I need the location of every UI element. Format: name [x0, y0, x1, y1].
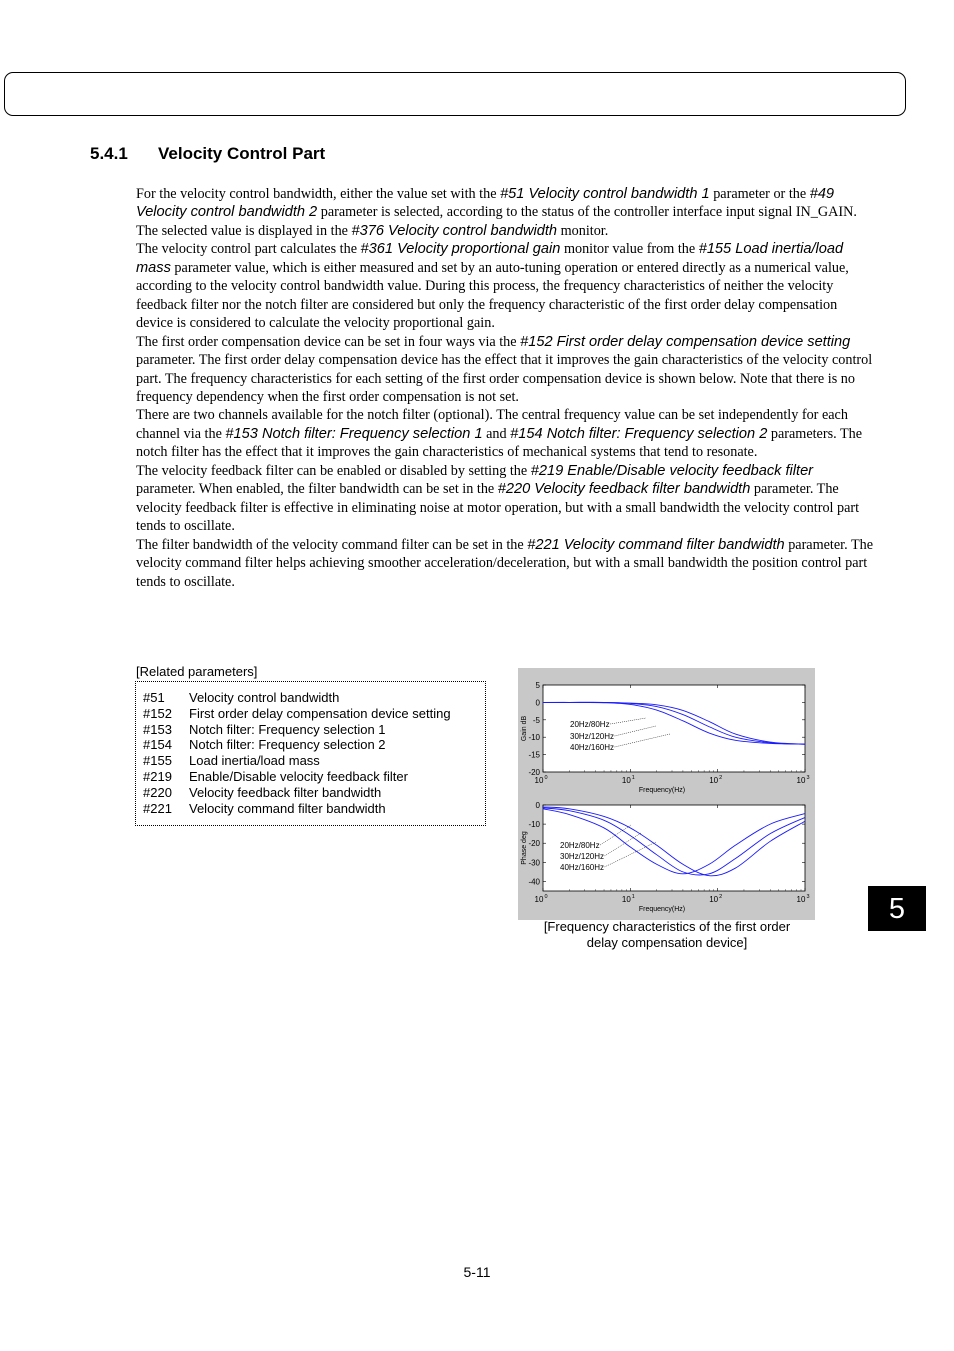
- x-tick-exponent: 2: [719, 894, 723, 900]
- body-paragraph: [136, 185, 876, 240]
- related-parameter-row: [136, 690, 485, 706]
- x-tick-label: 10: [796, 895, 806, 904]
- page-number: 5-11: [463, 1264, 491, 1280]
- y-tick-label: -15: [528, 750, 540, 760]
- x-tick-exponent: 0: [544, 775, 548, 781]
- related-parameter-row: [136, 753, 485, 769]
- figure-caption-line-1: [Frequency characteristics of the first order: [543, 919, 791, 934]
- related-parameter-row: [136, 769, 485, 785]
- body-paragraph: [136, 406, 876, 461]
- x-axis-label: Frequency(Hz): [638, 906, 686, 913]
- paragraph-text: parameter. The velocity command filter helps achieving smoother acceleration/deceleration, but with a small bandwidth the position control part tends to oscillate.: [136, 536, 874, 590]
- header-box: [4, 72, 906, 116]
- figure-caption-line-2: delay compensation device]: [586, 934, 748, 950]
- parameter-reference: #154 Notch filter: Frequency selection 2: [510, 425, 768, 442]
- parameter-reference: #220 Velocity feedback filter bandwidth: [497, 481, 751, 498]
- parameter-reference: #49 Velocity control bandwidth 2: [136, 186, 835, 221]
- y-axis-label: Phase deg: [521, 831, 528, 865]
- series-annotation: 20Hz/80Hz: [570, 720, 610, 729]
- paragraph-text: There are two channels available for the notch filter (optional). The central frequency value can be set independently for each channel via the: [136, 407, 848, 442]
- paragraph-text: The velocity feedback filter can be enabled or disabled by setting the: [136, 462, 531, 479]
- parameter-id: #152: [143, 705, 172, 721]
- paragraph-text: parameter. When enabled, the filter bandwidth can be set in the: [136, 481, 498, 498]
- parameter-reference: #221 Velocity command filter bandwidth: [527, 536, 785, 553]
- body-paragraph: [136, 240, 876, 332]
- paragraph-text: The filter bandwidth of the velocity command filter can be set in the: [136, 536, 528, 553]
- paragraph-text: parameter. The first order delay compensation device has the effect that it improves the gain characteristics of the velocity control part. The frequency characteristics for each setting of the first order compensation device is shown below. Note that there is no frequency dependency when the first order compensation is not set.: [136, 352, 873, 405]
- y-tick-label: -10: [528, 820, 540, 830]
- body-paragraph: [136, 333, 876, 407]
- parameter-id: #51: [143, 690, 165, 705]
- paragraph-text: The velocity control part calculates the: [136, 241, 361, 258]
- parameter-id: #220: [143, 784, 172, 800]
- parameter-reference: #361 Velocity proportional gain: [360, 241, 561, 258]
- x-tick-label: 10: [621, 776, 631, 785]
- parameter-name: Notch filter: Frequency selection 1: [189, 721, 386, 737]
- parameter-reference: #219 Enable/Disable velocity feedback filter: [530, 462, 814, 479]
- x-tick-label: 10: [709, 776, 719, 785]
- parameter-id: #155: [143, 753, 172, 769]
- x-tick-label: 10: [534, 776, 544, 785]
- parameter-id: #219: [143, 768, 172, 784]
- y-tick-label: -30: [528, 858, 540, 868]
- series-annotation: 30Hz/120Hz: [560, 852, 605, 861]
- body-paragraph: [136, 462, 876, 536]
- series-annotation: 40Hz/160Hz: [560, 863, 605, 872]
- related-parameter-row: [136, 706, 485, 722]
- related-parameter-row: [136, 737, 485, 753]
- parameter-name: Velocity command filter bandwidth: [189, 800, 386, 816]
- y-tick-label: -10: [528, 733, 540, 743]
- parameter-name: Notch filter: Frequency selection 2: [189, 737, 386, 753]
- parameter-reference: #153 Notch filter: Frequency selection 1: [225, 425, 483, 442]
- paragraph-text: and: [482, 425, 511, 442]
- related-parameter-row: [136, 801, 485, 817]
- related-parameter-row: [136, 722, 485, 738]
- paragraph-text: The first order compensation device can be set in four ways via the: [136, 333, 521, 350]
- parameter-reference: #376 Velocity control bandwidth: [351, 222, 558, 239]
- series-annotation: 40Hz/160Hz: [570, 743, 615, 752]
- related-parameters-box: [135, 681, 486, 826]
- series-annotation: 20Hz/80Hz: [560, 841, 600, 850]
- paragraph-text: parameter. The velocity feedback filter is effective in eliminating noise at motor operation, but with a small bandwidth the velocity control part tends to oscillate.: [136, 481, 860, 535]
- related-parameter-row: [136, 785, 485, 801]
- parameter-name: Enable/Disable velocity feedback filter: [189, 768, 408, 784]
- paragraph-text: monitor value from the: [560, 241, 699, 258]
- paragraph-text: parameter or the: [709, 186, 810, 202]
- y-tick-label: 0: [535, 801, 540, 810]
- x-tick-exponent: 3: [806, 894, 810, 900]
- parameter-reference: #152 First order delay compensation device setting: [520, 333, 851, 350]
- chapter-tab: 5: [868, 886, 926, 931]
- parameter-reference: #51 Velocity control bandwidth 1: [500, 186, 710, 202]
- x-axis-label: Frequency(Hz): [638, 787, 686, 794]
- x-tick-exponent: 0: [544, 894, 548, 900]
- body-paragraph: [136, 536, 876, 591]
- paragraph-text: For the velocity control bandwidth, either the value set with the: [136, 186, 501, 202]
- x-tick-label: 10: [621, 895, 631, 904]
- x-tick-label: 10: [534, 895, 544, 904]
- figure-caption: [520, 919, 814, 950]
- body-text: [136, 185, 876, 591]
- x-tick-exponent: 1: [631, 775, 635, 781]
- parameter-reference: #155 Load inertia/load mass: [136, 241, 844, 276]
- related-parameters-title: [Related parameters]: [136, 664, 258, 679]
- x-tick-exponent: 3: [806, 775, 810, 781]
- x-tick-label: 10: [709, 895, 719, 904]
- paragraph-text: parameters. The notch filter has the effect that it improves the gain characteristics of mechanical systems that tend to resonate.: [136, 425, 862, 461]
- parameter-name: First order delay compensation device setting: [189, 705, 451, 721]
- section-number: 5.4.1: [90, 144, 128, 163]
- x-tick-label: 10: [796, 776, 806, 785]
- y-tick-label: 0: [535, 698, 540, 708]
- frequency-characteristics-figure: [518, 668, 815, 920]
- y-axis-label: Gain dB: [521, 715, 528, 742]
- parameter-name: Velocity feedback filter bandwidth: [189, 784, 382, 800]
- series-annotation: 30Hz/120Hz: [570, 732, 615, 741]
- paragraph-text: parameter value, which is either measured and set by an auto-tuning operation or entered directly as a numerical value, according to the velocity control bandwidth value. During this process, the frequency characteristics of neither the velocity feedback filter nor the notch filter are considered but only the frequency characteristic of the first order delay compensation device is considered to calculate the velocity proportional gain.: [136, 259, 849, 332]
- parameter-id: #221: [143, 800, 172, 816]
- y-tick-label: 5: [535, 681, 540, 690]
- parameter-id: #153: [143, 721, 172, 737]
- x-tick-exponent: 2: [719, 775, 723, 781]
- y-tick-label: -5: [532, 715, 540, 725]
- section-heading: [90, 144, 325, 164]
- y-tick-label: -40: [528, 877, 540, 887]
- y-tick-label: -20: [528, 768, 540, 777]
- parameter-name: Load inertia/load mass: [189, 753, 320, 769]
- x-tick-exponent: 1: [631, 894, 635, 900]
- paragraph-text: parameter is selected, according to the status of the controller interface input signal IN_GAIN. The selected value is displayed in the: [136, 204, 857, 239]
- parameter-id: #154: [143, 737, 172, 753]
- y-tick-label: -20: [528, 839, 540, 849]
- parameter-name: Velocity control bandwidth: [189, 690, 340, 705]
- section-title: Velocity Control Part: [158, 144, 326, 163]
- paragraph-text: monitor.: [557, 222, 609, 239]
